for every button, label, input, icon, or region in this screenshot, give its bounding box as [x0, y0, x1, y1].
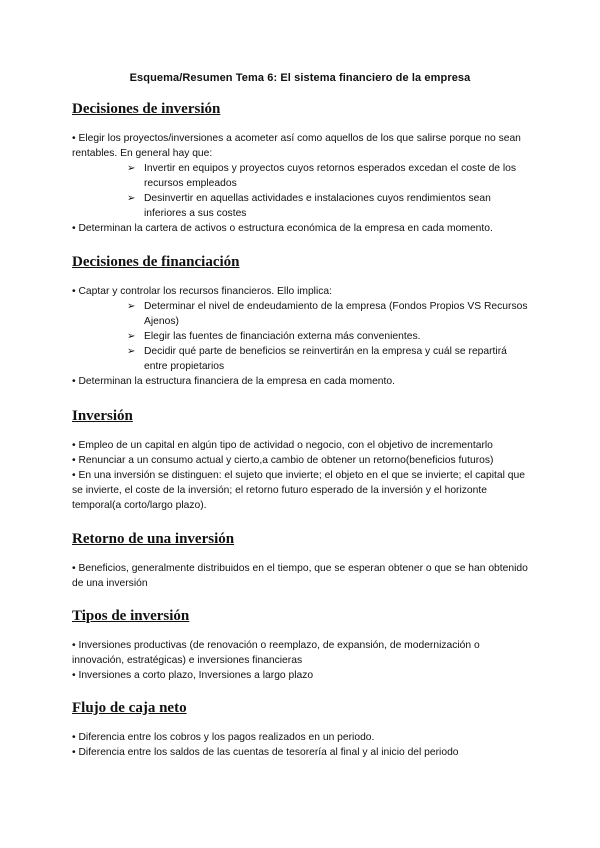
section-tipos-inversion	[72, 606, 532, 683]
section-flujo-caja	[72, 698, 532, 760]
bullet-item: • En una inversión se distinguen: el sujeto que invierte; el objeto en el que se invierte; el capital que se invierte, el coste de la inversión; el retorno futuro esperado de la inversión y el horizonte temporal(a corto/largo plazo).	[72, 468, 532, 513]
bullet-item: • Inversiones a corto plazo, Inversiones a largo plazo	[72, 668, 532, 683]
bullet-item: • Diferencia entre los saldos de las cuentas de tesorería al final y al inicio del periodo	[72, 745, 532, 760]
bullet-item: • Inversiones productivas (de renovación o reemplazo, de expansión, de modernización o innovación, estratégicas) e inversiones financieras	[72, 638, 532, 668]
section-decisiones-inversion	[72, 99, 532, 236]
section-heading: Tipos de inversión	[72, 608, 190, 624]
section-heading: Decisiones de financiación	[72, 254, 240, 270]
arrow-icon: ➢	[127, 163, 136, 174]
sub-item: ➢ Desinvertir en aquellas actividades e instalaciones cuyos rendimientos sean inferiores a sus costes	[127, 193, 491, 219]
bullet-item: • Beneficios, generalmente distribuidos en el tiempo, que se esperan obtener o que se han obtenido de una inversión	[72, 561, 532, 591]
document-title: Esquema/Resumen Tema 6: El sistema financiero de la empresa	[129, 72, 471, 84]
sub-item: ➢ Decidir qué parte de beneficios se reinvertirán en la empresa y cuál se repartirá entre propietarios	[127, 346, 507, 372]
bullet-item: • Captar y controlar los recursos financieros. Ello implica:	[72, 284, 532, 299]
sub-item: ➢ Invertir en equipos y proyectos cuyos retornos esperados excedan el coste de los recursos empleados	[127, 163, 517, 189]
section-heading: Retorno de una inversión	[72, 531, 235, 547]
section-retorno-inversion	[72, 529, 532, 591]
bullet-item: • Elegir los proyectos/inversiones a acometer así como aquellos de los que salirse porque no sean rentables. En general hay que:	[72, 131, 532, 161]
bullet-item: • Determinan la estructura financiera de la empresa en cada momento.	[72, 374, 532, 389]
bullet-item: • Renunciar a un consumo actual y cierto,a cambio de obtener un retorno(beneficios futuros)	[72, 453, 532, 468]
section-heading: Decisiones de inversión	[72, 101, 221, 117]
section-inversion	[72, 406, 532, 513]
bullet-item: • Empleo de un capital en algún tipo de actividad o negocio, con el objetivo de incrementarlo	[72, 438, 532, 453]
section-decisiones-financiacion	[72, 252, 532, 389]
sub-item: ➢ Determinar el nivel de endeudamiento de la empresa (Fondos Propios VS Recursos Ajenos)	[127, 301, 528, 327]
arrow-icon: ➢	[127, 331, 136, 342]
arrow-icon: ➢	[127, 193, 136, 204]
arrow-icon: ➢	[127, 346, 136, 357]
bullet-item: • Diferencia entre los cobros y los pagos realizados en un periodo.	[72, 730, 532, 745]
sub-item: ➢ Elegir las fuentes de financiación externa más convenientes.	[127, 331, 421, 342]
section-heading: Flujo de caja neto	[72, 700, 187, 716]
arrow-icon: ➢	[127, 301, 136, 312]
bullet-item: • Determinan la cartera de activos o estructura económica de la empresa en cada momento.	[72, 221, 532, 236]
section-heading: Inversión	[72, 408, 133, 424]
